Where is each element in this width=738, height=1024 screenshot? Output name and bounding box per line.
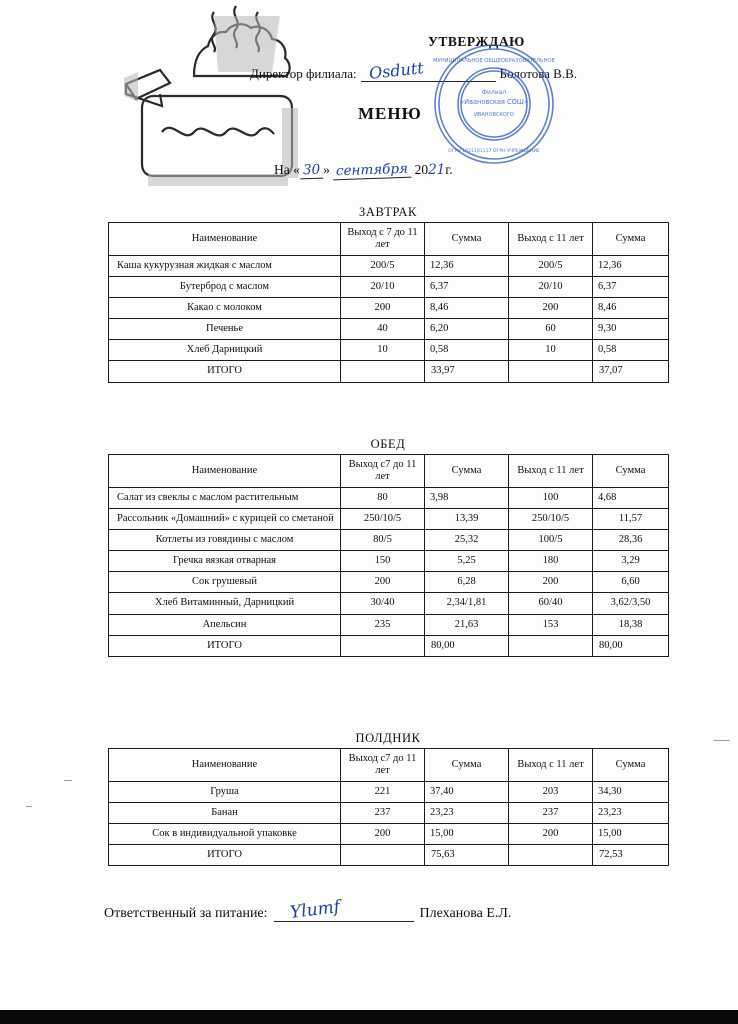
page-title: МЕНЮ	[358, 104, 422, 123]
col-sum-young: Сумма	[425, 455, 509, 488]
portion-young: 200/5	[341, 256, 425, 277]
sum-young: 2,34/1,81	[425, 593, 509, 614]
sum-old: 11,57	[593, 509, 669, 530]
col-name: Наименование	[109, 223, 341, 256]
sum-old: 3,62/3,50	[593, 593, 669, 614]
sum-young: 5,25	[425, 551, 509, 572]
date-day: 30	[300, 162, 324, 180]
table-header-row	[109, 749, 669, 782]
table-header-row	[109, 223, 669, 256]
document-header	[250, 34, 710, 179]
col-out-young: Выход с 7 до 11 лет	[341, 223, 425, 256]
portion-old: 237	[509, 803, 593, 824]
portion-young: 237	[341, 803, 425, 824]
col-sum-old: Сумма	[593, 455, 669, 488]
portion-old: 10	[509, 340, 593, 361]
portion-young: 200	[341, 572, 425, 593]
table-row	[109, 593, 669, 614]
sum-young: 21,63	[425, 614, 509, 635]
total-portion-old	[509, 845, 593, 866]
portion-old: 200	[509, 572, 593, 593]
total-portion-young	[341, 845, 425, 866]
sum-old: 8,46	[593, 298, 669, 319]
footer-label: Ответственный за питание:	[104, 906, 268, 921]
total-portion-old	[509, 361, 593, 382]
sum-young: 23,23	[425, 803, 509, 824]
dish-name: Рассольник «Домашний» с курицей со сметаной	[109, 509, 341, 530]
director-signature: Osdutt	[367, 58, 425, 83]
col-name: Наименование	[109, 455, 341, 488]
dish-name: Хлеб Дарницкий	[109, 340, 341, 361]
sum-young: 15,00	[425, 824, 509, 845]
footer-name: Плеханова Е.Л.	[419, 906, 512, 921]
date-year: 21	[428, 162, 446, 178]
table-row	[109, 256, 669, 277]
col-name: Наименование	[109, 749, 341, 782]
section-title: ОБЕД	[370, 437, 406, 451]
portion-young: 200	[341, 824, 425, 845]
menu-table	[108, 222, 669, 383]
table-row	[109, 572, 669, 593]
table-header-row	[109, 455, 669, 488]
col-sum-old: Сумма	[593, 749, 669, 782]
scan-speck	[64, 780, 72, 781]
sum-old: 9,30	[593, 319, 669, 340]
director-label: Директор филиала:	[250, 66, 357, 81]
table-row	[109, 614, 669, 635]
total-label: ИТОГО	[109, 635, 341, 656]
dish-name: Апельсин	[109, 614, 341, 635]
portion-old: 250/10/5	[509, 509, 593, 530]
section-breakfast	[108, 205, 668, 383]
menu-table	[108, 748, 669, 866]
portion-young: 30/40	[341, 593, 425, 614]
total-sum-old: 80,00	[593, 635, 669, 656]
section-title: ПОЛДНИК	[355, 731, 421, 745]
footer-signature-line	[274, 897, 414, 923]
col-sum-young: Сумма	[425, 223, 509, 256]
table-row	[109, 824, 669, 845]
date-year-prefix: 20	[414, 162, 429, 177]
total-sum-young: 33,97	[425, 361, 509, 382]
sum-young: 8,46	[425, 298, 509, 319]
portion-old: 200	[509, 298, 593, 319]
section-lunch	[108, 437, 668, 657]
sum-old: 18,38	[593, 614, 669, 635]
dish-name: Салат из свеклы с маслом растительным	[109, 488, 341, 509]
total-portion-young	[341, 635, 425, 656]
table-row	[109, 803, 669, 824]
portion-old: 200	[509, 824, 593, 845]
sum-old: 4,68	[593, 488, 669, 509]
table-row	[109, 782, 669, 803]
table-row	[109, 277, 669, 298]
dish-name: Сок грушевый	[109, 572, 341, 593]
sum-young: 25,32	[425, 530, 509, 551]
date-quote: »	[323, 162, 330, 177]
dish-name: Котлеты из говядины с маслом	[109, 530, 341, 551]
table-total-row	[109, 845, 669, 866]
sum-young: 0,58	[425, 340, 509, 361]
date-suffix: г.	[445, 162, 453, 177]
total-portion-old	[509, 635, 593, 656]
table-total-row	[109, 635, 669, 656]
table-row	[109, 551, 669, 572]
portion-young: 250/10/5	[341, 509, 425, 530]
sum-young: 6,28	[425, 572, 509, 593]
dish-name: Каша кукурузная жидкая с маслом	[109, 256, 341, 277]
sum-young: 6,20	[425, 319, 509, 340]
table-row	[109, 298, 669, 319]
portion-young: 221	[341, 782, 425, 803]
sum-young: 37,40	[425, 782, 509, 803]
portion-young: 200	[341, 298, 425, 319]
total-sum-young: 80,00	[425, 635, 509, 656]
col-out-young: Выход с7 до 11 лет	[341, 455, 425, 488]
portion-old: 200/5	[509, 256, 593, 277]
sum-old: 28,36	[593, 530, 669, 551]
table-row	[109, 488, 669, 509]
portion-old: 203	[509, 782, 593, 803]
menu-table	[108, 454, 669, 657]
table-total-row	[109, 361, 669, 382]
portion-old: 60/40	[509, 593, 593, 614]
col-out-old: Выход с 11 лет	[509, 223, 593, 256]
col-sum-old: Сумма	[593, 223, 669, 256]
portion-young: 40	[341, 319, 425, 340]
col-sum-young: Сумма	[425, 749, 509, 782]
dish-name: Хлеб Витаминный, Дарницкий	[109, 593, 341, 614]
total-label: ИТОГО	[109, 361, 341, 382]
approval-label: УТВЕРЖДАЮ	[428, 34, 525, 49]
total-sum-old: 72,53	[593, 845, 669, 866]
director-name: Болотова В.В.	[499, 66, 578, 81]
portion-young: 150	[341, 551, 425, 572]
total-label: ИТОГО	[109, 845, 341, 866]
dish-name: Груша	[109, 782, 341, 803]
sum-old: 6,60	[593, 572, 669, 593]
sum-young: 12,36	[425, 256, 509, 277]
svg-text:МУНИЦИПАЛЬНОЕ ОБЩЕОБРАЗОВАТЕЛЬ: МУНИЦИПАЛЬНОЕ ОБЩЕОБРАЗОВАТЕЛЬНОЕ	[433, 58, 555, 64]
responsible-person-line	[104, 897, 512, 923]
col-out-old: Выход с 11 лет	[509, 749, 593, 782]
menu-date-line	[274, 162, 710, 179]
col-out-young: Выход с7 до 11 лет	[341, 749, 425, 782]
sum-old: 12,36	[593, 256, 669, 277]
sum-old: 23,23	[593, 803, 669, 824]
svg-text:«Ивановская СОШ»: «Ивановская СОШ»	[460, 98, 528, 106]
section-afternoon-snack	[108, 731, 668, 866]
sum-old: 34,30	[593, 782, 669, 803]
dish-name: Гречка вязкая отварная	[109, 551, 341, 572]
svg-text:ИВАНОВСКОГО: ИВАНОВСКОГО	[474, 112, 514, 118]
dish-name: Сок в индивидуальной упаковке	[109, 824, 341, 845]
portion-young: 10	[341, 340, 425, 361]
dish-name: Бутерброд с маслом	[109, 277, 341, 298]
sum-young: 6,37	[425, 277, 509, 298]
portion-old: 20/10	[509, 277, 593, 298]
table-row	[109, 340, 669, 361]
portion-old: 60	[509, 319, 593, 340]
dish-name: Какао с молоком	[109, 298, 341, 319]
scan-bottom-bar	[0, 1010, 738, 1024]
sum-old: 0,58	[593, 340, 669, 361]
scan-speck	[714, 740, 730, 741]
footer-signature: Ylumf	[288, 897, 341, 923]
total-portion-young	[341, 361, 425, 382]
dish-name: Банан	[109, 803, 341, 824]
col-out-old: Выход с 11 лет	[509, 455, 593, 488]
table-row	[109, 509, 669, 530]
sum-old: 15,00	[593, 824, 669, 845]
dish-name: Печенье	[109, 319, 341, 340]
table-row	[109, 319, 669, 340]
scan-speck	[26, 806, 32, 807]
total-sum-young: 75,63	[425, 845, 509, 866]
svg-text:Филиал: Филиал	[481, 89, 507, 96]
total-sum-old: 37,07	[593, 361, 669, 382]
section-title: ЗАВТРАК	[358, 205, 417, 219]
portion-young: 80/5	[341, 530, 425, 551]
svg-text:ОГРН 1021101117 ОГРН УЧРЕЖДЕНИ: ОГРН 1021101117 ОГРН УЧРЕЖДЕНИЕ	[448, 149, 540, 154]
portion-young: 20/10	[341, 277, 425, 298]
sum-young: 3,98	[425, 488, 509, 509]
portion-old: 180	[509, 551, 593, 572]
table-row	[109, 530, 669, 551]
date-prefix: На «	[274, 162, 300, 177]
sum-young: 13,39	[425, 509, 509, 530]
portion-young: 235	[341, 614, 425, 635]
portion-young: 80	[341, 488, 425, 509]
sum-old: 6,37	[593, 277, 669, 298]
portion-old: 100/5	[509, 530, 593, 551]
portion-old: 153	[509, 614, 593, 635]
portion-old: 100	[509, 488, 593, 509]
sum-old: 3,29	[593, 551, 669, 572]
date-month: сентября	[333, 161, 412, 181]
